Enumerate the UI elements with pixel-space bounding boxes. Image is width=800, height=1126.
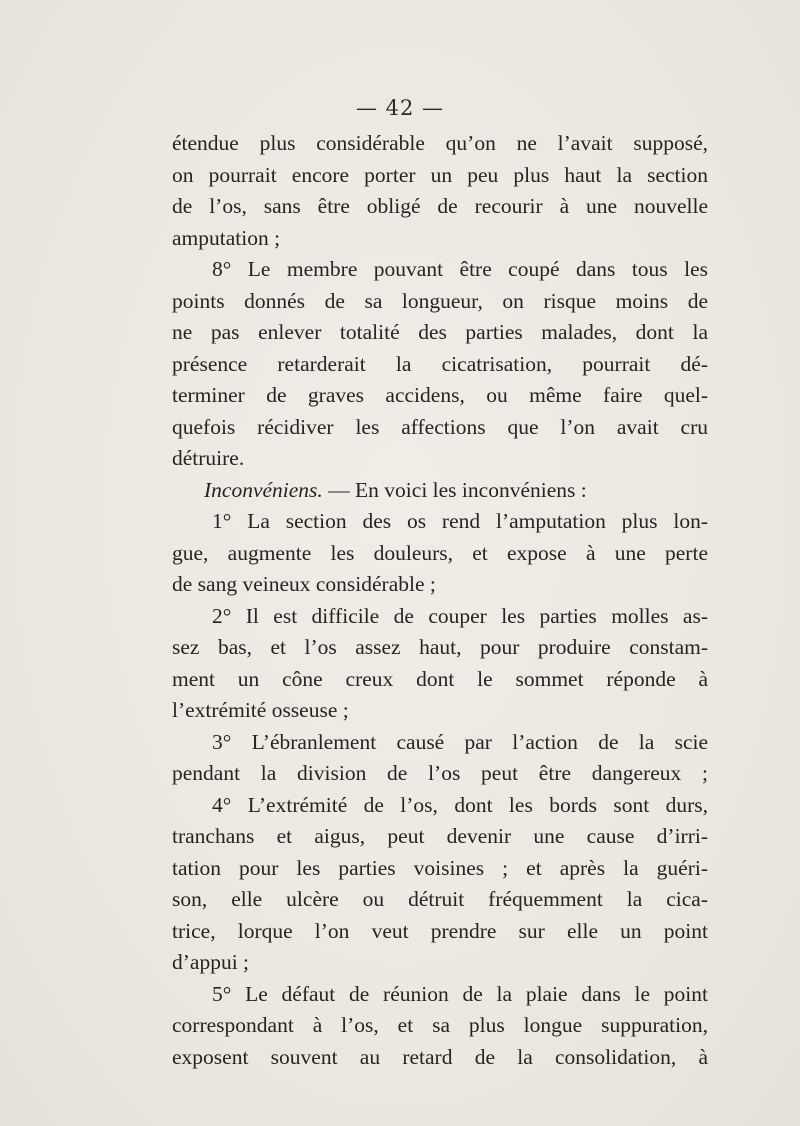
- text-line: quefois récidiver les affections que l’on avait cru: [172, 414, 708, 439]
- text-line: d’appui ;: [172, 950, 250, 974]
- section-heading: Inconvéniens.: [204, 477, 323, 502]
- text-line: exposent souvent au retard de la consolidation, à: [172, 1044, 708, 1069]
- text-line: étendue plus considérable qu’on ne l’avait supposé,: [172, 131, 708, 155]
- text-line: 4° L’extrémité de l’os, dont les bords sont durs,: [212, 792, 708, 817]
- text-line: points donnés de sa longueur, on risque moins de: [172, 288, 708, 313]
- text-line: trice, lorque l’on veut prendre sur elle un point: [172, 918, 708, 943]
- text-line: ment un cône creux dont le sommet réponde à: [172, 666, 708, 691]
- text-line: gue, augmente les douleurs, et expose à une perte: [172, 540, 708, 565]
- text-line: 2° Il est difficile de couper les parties molles as-: [212, 603, 708, 628]
- text-line: ne pas enlever totalité des parties malades, dont la: [172, 320, 708, 344]
- text-line: 5° Le défaut de réunion de la plaie dans le point: [212, 981, 708, 1006]
- text-line: présence retarderait la cicatrisation, pourrait dé-: [172, 351, 708, 376]
- page-number: — 42 —: [355, 96, 445, 120]
- text-line: de sang veineux considérable ;: [172, 572, 436, 596]
- body-text: [172, 128, 708, 1073]
- text-line: sez bas, et l’os assez haut, pour produire constam-: [172, 635, 708, 659]
- text-line: [172, 475, 708, 507]
- text-line: 8° Le membre pouvant être coupé dans tous les: [212, 257, 708, 281]
- text-line: 3° L’ébranlement causé par l’action de la scie: [212, 729, 708, 754]
- text-line: tation pour les parties voisines ; et après la guéri-: [172, 855, 708, 880]
- heading-rest: — En voici les inconvéniens :: [322, 477, 587, 502]
- text-line: pendant la division de l’os peut être dangereux ;: [172, 761, 708, 785]
- text-line: on pourrait encore porter un peu plus haut la section: [172, 162, 708, 187]
- text-line: tranchans et aigus, peut devenir une cause d’irri-: [172, 824, 708, 848]
- text-line: 1° La section des os rend l’amputation plus lon-: [212, 509, 708, 533]
- text-line: l’extrémité osseuse ;: [172, 698, 349, 722]
- text-line: de l’os, sans être obligé de recourir à une nouvelle: [172, 194, 708, 218]
- text-line: son, elle ulcère ou détruit fréquemment la cica-: [172, 887, 708, 911]
- text-line: détruire.: [172, 446, 245, 470]
- text-line: amputation ;: [172, 225, 281, 250]
- text-line: terminer de graves accidens, ou même faire quel-: [172, 383, 708, 407]
- text-line: correspondant à l’os, et sa plus longue suppuration,: [172, 1013, 708, 1037]
